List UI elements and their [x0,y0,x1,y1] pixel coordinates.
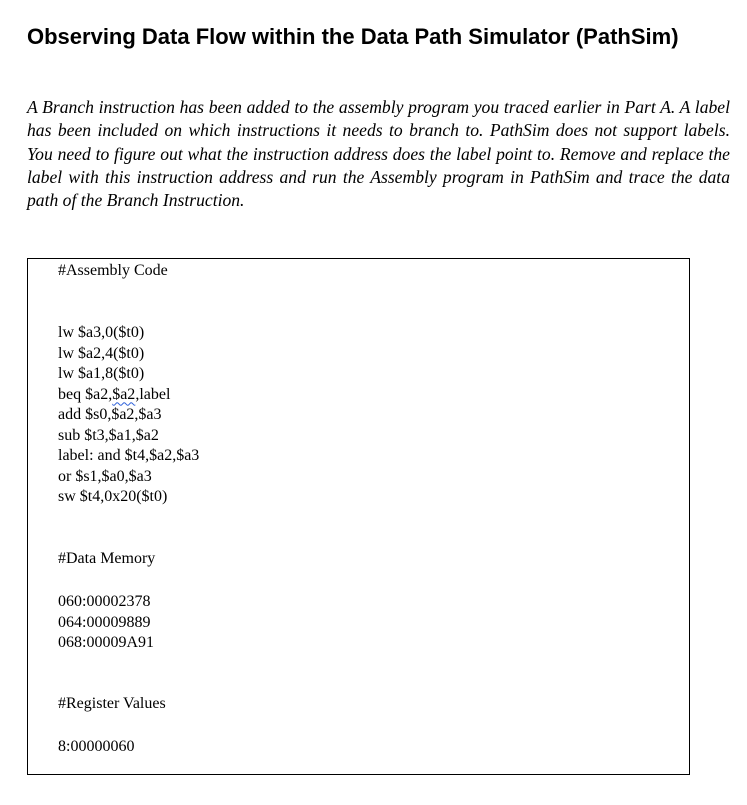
spellcheck-flagged-word: $a2 [112,385,136,403]
beq-tail: ,label [135,385,171,403]
page-title: Observing Data Flow within the Data Path Simulator (PathSim) [27,24,679,49]
beq-keyword: beq $a2, [58,385,113,403]
code-line: add $s0,$a2,$a3 [58,406,162,423]
register-values-header: #Register Values [58,695,166,712]
code-line: sw $t4,0x20($t0) [58,488,168,505]
memory-line: 060:00002378 [58,593,151,610]
assembly-code-box [27,258,690,775]
code-line: lw $a1,8($t0) [58,365,145,382]
instructions-paragraph: A Branch instruction has been added to the assembly program you traced earlier in Part A. A label has been included on which instructions it needs to branch to. PathSim does not support labels. You need to figure out what the instruction address does the label point to. Remove and replace the label with this instruction address and run the Assembly program in PathSim and trace the data path of the Branch Instruction. [27,97,730,211]
memory-line: 064:00009889 [58,613,151,631]
code-line: lw $a3,0($t0) [58,324,145,341]
assembly-code-header: #Assembly Code [58,262,168,279]
code-line-label: label: and $t4,$a2,$a3 [58,447,200,464]
data-memory-header: #Data Memory [58,550,156,567]
register-line: 8:00000060 [58,738,135,755]
code-line-branch [58,385,170,405]
code-line: sub $t3,$a1,$a2 [58,426,159,444]
memory-line: 068:00009A91 [58,634,154,651]
code-line: or $s1,$a0,$a3 [58,467,152,485]
code-line: lw $a2,4($t0) [58,344,145,362]
